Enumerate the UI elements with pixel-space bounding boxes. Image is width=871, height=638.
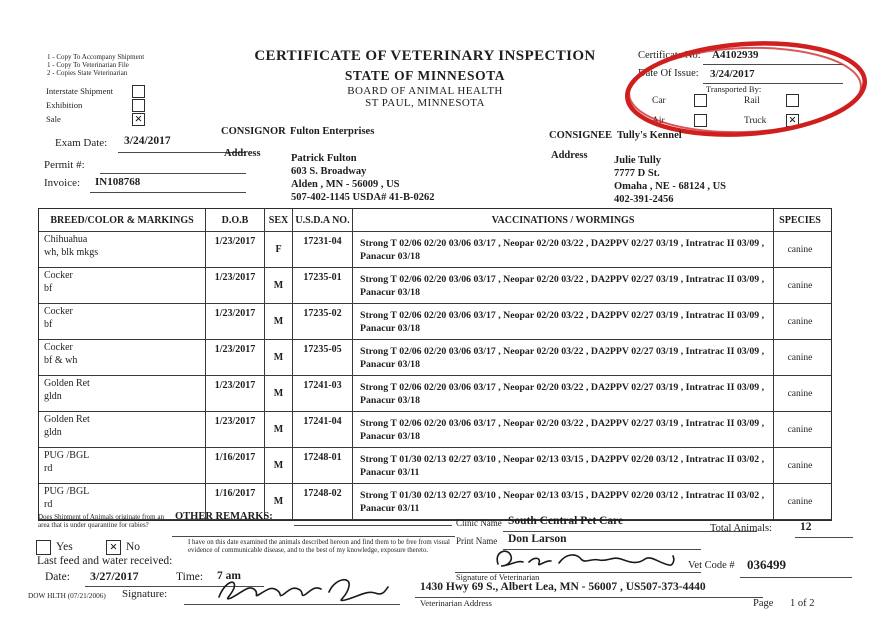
animals-table (38, 208, 832, 521)
cell-vaccinations: Strong T 02/06 02/20 03/06 03/17 , Neopar 02/20 03/22 , DA2PPV 02/27 03/19 , Intratrac II 03/09 , Panacur 03/18 (353, 376, 774, 411)
cell-sex: M (265, 448, 293, 483)
cell-species: canine (787, 460, 813, 471)
total-animals-label: Total Animals: (710, 523, 772, 534)
print-name-label: Print Name (456, 536, 498, 546)
form-code: DOW HLTH (07/21/2006) (28, 591, 106, 600)
page-value: 1 of 2 (790, 598, 815, 609)
copy-instruction-line: 1 - Copy To Veterinarian File (47, 61, 129, 70)
other-remarks-label: OTHER REMARKS: (175, 511, 273, 522)
certificate-no-label: Certificate No: (638, 50, 701, 61)
date-of-issue-value: 3/24/2017 (710, 68, 755, 80)
cell-sex: M (265, 304, 293, 339)
shipment-option-label: Interstate Shipment (46, 86, 114, 96)
table-row (39, 412, 831, 448)
cell-dob: 1/23/2017 (206, 304, 265, 339)
cell-dob: 1/23/2017 (206, 412, 265, 447)
cell-species: canine (787, 280, 813, 291)
shipment-option-label: Sale (46, 114, 61, 124)
exam-date-label: Exam Date: (55, 137, 108, 149)
quarantine-question: Does Shipment of Animals originate from an area that is under quarantine for rabies? (38, 513, 164, 530)
print-name-value: Don Larson (508, 533, 567, 545)
date-label: Date: (45, 571, 70, 583)
header-dob: D.O.B (206, 209, 265, 231)
veterinarian-signature-scribble (492, 546, 677, 573)
cell-vaccinations: Strong T 01/30 02/13 02/27 03/10 , Neopar 02/13 03/15 , DA2PPV 02/20 03/12 , Intratrac II 03/02 , Panacur 03/11 (353, 484, 774, 519)
cell-sex: M (265, 340, 293, 375)
total-animals-underline (795, 536, 853, 538)
cell-usda: 17248-01 (293, 448, 353, 483)
cell-breed: Cocker bf (39, 268, 206, 303)
date-value: 3/27/2017 (90, 569, 139, 583)
cell-sex: M (265, 376, 293, 411)
cell-usda: 17241-03 (293, 376, 353, 411)
state-title: STATE OF MINNESOTA (344, 68, 506, 83)
cell-dob: 1/16/2017 (206, 448, 265, 483)
shipment-option-checkbox[interactable] (132, 99, 145, 112)
shipment-option-row (46, 112, 145, 126)
cell-breed: Golden Ret gldn (39, 376, 206, 411)
vet-code-label: Vet Code # (688, 560, 735, 571)
cell-species: canine (787, 352, 813, 363)
cell-breed: Chihuahua wh, blk mkgs (39, 232, 206, 267)
cell-vaccinations: Strong T 02/06 02/20 03/06 03/17 , Neopar 02/20 03/22 , DA2PPV 02/27 03/19 , Intratrac II 03/09 , Panacur 03/18 (353, 412, 774, 447)
consignee-address-line: Julie Tully (614, 155, 661, 166)
shipment-option-row (46, 84, 145, 98)
shipment-type-options (46, 84, 145, 126)
consignee-label: CONSIGNEE (549, 130, 613, 141)
transported-by-label: Transported By: (706, 84, 762, 94)
shipment-option-checkbox[interactable]: ✕ (132, 113, 145, 126)
date-underline (85, 585, 213, 587)
consignor-address-label: Address (224, 148, 261, 159)
table-row (39, 340, 831, 376)
transport-option-label: Rail (744, 95, 760, 106)
cell-species: canine (787, 424, 813, 435)
table-row (39, 304, 831, 340)
board-title: BOARD OF ANIMAL HEALTH (347, 85, 503, 97)
cell-species: canine (787, 388, 813, 399)
consignor-name: Fulton Enterprises (290, 126, 375, 137)
cell-species: canine (787, 316, 813, 327)
consignee-address-label: Address (551, 150, 588, 161)
transport-option-label: Truck (744, 115, 767, 126)
cell-dob: 1/23/2017 (206, 376, 265, 411)
signature-label: Signature: (122, 588, 168, 600)
remarks-second-underline (172, 535, 455, 537)
vet-address-value: 1430 Hwy 69 S., Albert Lea, MN - 56007 , US507-373-4440 (420, 581, 706, 593)
consignor-address-line: 507-402-1145 USDA# 41-B-0262 (291, 192, 435, 203)
transport-option-checkbox[interactable]: ✕ (786, 114, 799, 127)
cell-vaccinations: Strong T 02/06 02/20 03/06 03/17 , Neopar 02/20 03/22 , DA2PPV 02/27 03/19 , Intratrac II 03/09 , Panacur 03/18 (353, 304, 774, 339)
owner-signature-scribble (215, 575, 390, 605)
cell-sex: M (265, 412, 293, 447)
invoice-underline (90, 191, 246, 193)
consignee-address-line: 7777 D St. (614, 168, 660, 179)
header-breed: BREED/COLOR & MARKINGS (39, 209, 206, 231)
consignor-address-line: Patrick Fulton (291, 153, 357, 164)
cell-sex: M (265, 268, 293, 303)
exam-date-value: 3/24/2017 (124, 135, 171, 147)
cell-species: canine (787, 244, 813, 255)
shipment-option-checkbox[interactable] (132, 85, 145, 98)
vet-code-value: 036499 (747, 557, 786, 572)
quarantine-yes-label: Yes (56, 541, 73, 553)
certificate-no-value: A4102939 (712, 49, 759, 61)
invoice-label: Invoice: (44, 177, 81, 189)
vet-address-label: Veterinarian Address (420, 598, 492, 608)
cell-usda: 17235-01 (293, 268, 353, 303)
cell-vaccinations: Strong T 01/30 02/13 02/27 03/10 , Neopar 02/13 03/15 , DA2PPV 02/20 03/12 , Intratrac II 03/02 , Panacur 03/11 (353, 448, 774, 483)
cell-usda: 17241-04 (293, 412, 353, 447)
cell-sex: M (265, 484, 293, 519)
invoice-value: IN108768 (95, 176, 141, 188)
shipment-option-label: Exhibition (46, 100, 83, 110)
cell-usda: 17235-05 (293, 340, 353, 375)
table-row (39, 376, 831, 412)
table-row (39, 268, 831, 304)
cell-breed: Cocker bf & wh (39, 340, 206, 375)
quarantine-no-label: No (126, 541, 141, 553)
last-feed-label: Last feed and water received: (37, 555, 173, 567)
header-sex: SEX (265, 209, 293, 231)
quarantine-no-checkbox[interactable]: ✕ (106, 540, 121, 555)
consignor-address-line: 603 S. Broadway (291, 166, 367, 177)
table-row (39, 232, 831, 268)
quarantine-yes-checkbox[interactable] (36, 540, 51, 555)
consignor-address-line: Alden , MN - 56009 , US (291, 179, 400, 190)
cell-usda: 17248-02 (293, 484, 353, 519)
header-usda: U.S.D.A NO. (293, 209, 353, 231)
other-remarks-underline (294, 524, 452, 526)
date-of-issue-label: Date Of Issue: (638, 68, 699, 79)
cell-vaccinations: Strong T 02/06 02/20 03/06 03/17 , Neopar 02/20 03/22 , DA2PPV 02/27 03/19 , Intratrac II 03/09 , Panacur 03/18 (353, 268, 774, 303)
cell-breed: Cocker bf (39, 304, 206, 339)
cell-vaccinations: Strong T 02/06 02/20 03/06 03/17 , Neopar 02/20 03/22 , DA2PPV 02/27 03/19 , Intratrac II 03/09 , Panacur 03/18 (353, 340, 774, 375)
page-label: Page (753, 598, 774, 609)
transport-option-label: Car (652, 95, 666, 106)
copy-instruction-line: 1 - Copy To Accompany Shipment (47, 53, 145, 61)
cell-species: canine (787, 496, 813, 507)
animals-table-header (39, 209, 831, 232)
table-row (39, 448, 831, 484)
consignor-label: CONSIGNOR (221, 126, 286, 137)
consignee-address (614, 154, 726, 206)
signature-of-veterinarian-label: Signature of Veterinarian (456, 573, 540, 582)
consignee-name: Tully's Kennel (617, 130, 682, 141)
cell-usda: 17235-02 (293, 304, 353, 339)
header-species: SPECIES (779, 214, 821, 226)
time-value: 7 am (217, 570, 241, 582)
cell-dob: 1/23/2017 (206, 268, 265, 303)
cell-dob: 1/16/2017 (206, 484, 265, 519)
cell-sex: F (265, 232, 293, 267)
cell-breed: Golden Ret gldn (39, 412, 206, 447)
attestation-text: I have on this date examined the animals described hereon and find them to be free from visual evidence of communicable disease, and to the best of my knowledge, exposure thereto. (188, 539, 450, 555)
transport-option-label: Air (652, 115, 665, 126)
permit-underline (100, 172, 246, 174)
cell-dob: 1/23/2017 (206, 340, 265, 375)
document-header (230, 48, 620, 109)
clinic-name-value: South Central Pet Care (508, 515, 624, 527)
cell-usda: 17231-04 (293, 232, 353, 267)
header-vaccinations: VACCINATIONS / WORMINGS (353, 209, 774, 231)
copy-instruction-line: 2 - Copies State Veterinarian (47, 69, 128, 78)
cell-vaccinations: Strong T 02/06 02/20 03/06 03/17 , Neopar 02/20 03/22 , DA2PPV 02/27 03/19 , Intratrac II 03/09 , Panacur 03/18 (353, 232, 774, 267)
city-title: ST PAUL, MINNESOTA (365, 97, 485, 109)
clinic-name-label: Clinic Name (456, 518, 502, 528)
shipment-option-row (46, 98, 145, 112)
consignor-address (291, 152, 435, 204)
copy-instructions (47, 53, 144, 78)
cell-breed: PUG /BGL rd (39, 484, 206, 519)
consignee-address-line: Omaha , NE - 68124 , US (614, 181, 727, 192)
permit-label: Permit #: (44, 159, 85, 171)
cell-breed: PUG /BGL rd (39, 448, 206, 483)
total-animals-value: 12 (800, 521, 812, 533)
cell-dob: 1/23/2017 (206, 232, 265, 267)
time-label: Time: (176, 571, 204, 583)
vet-code-underline (740, 576, 852, 578)
consignee-address-line: 402-391-2456 (614, 194, 674, 205)
document-title: CERTIFICATE OF VETERINARY INSPECTION (254, 48, 596, 64)
